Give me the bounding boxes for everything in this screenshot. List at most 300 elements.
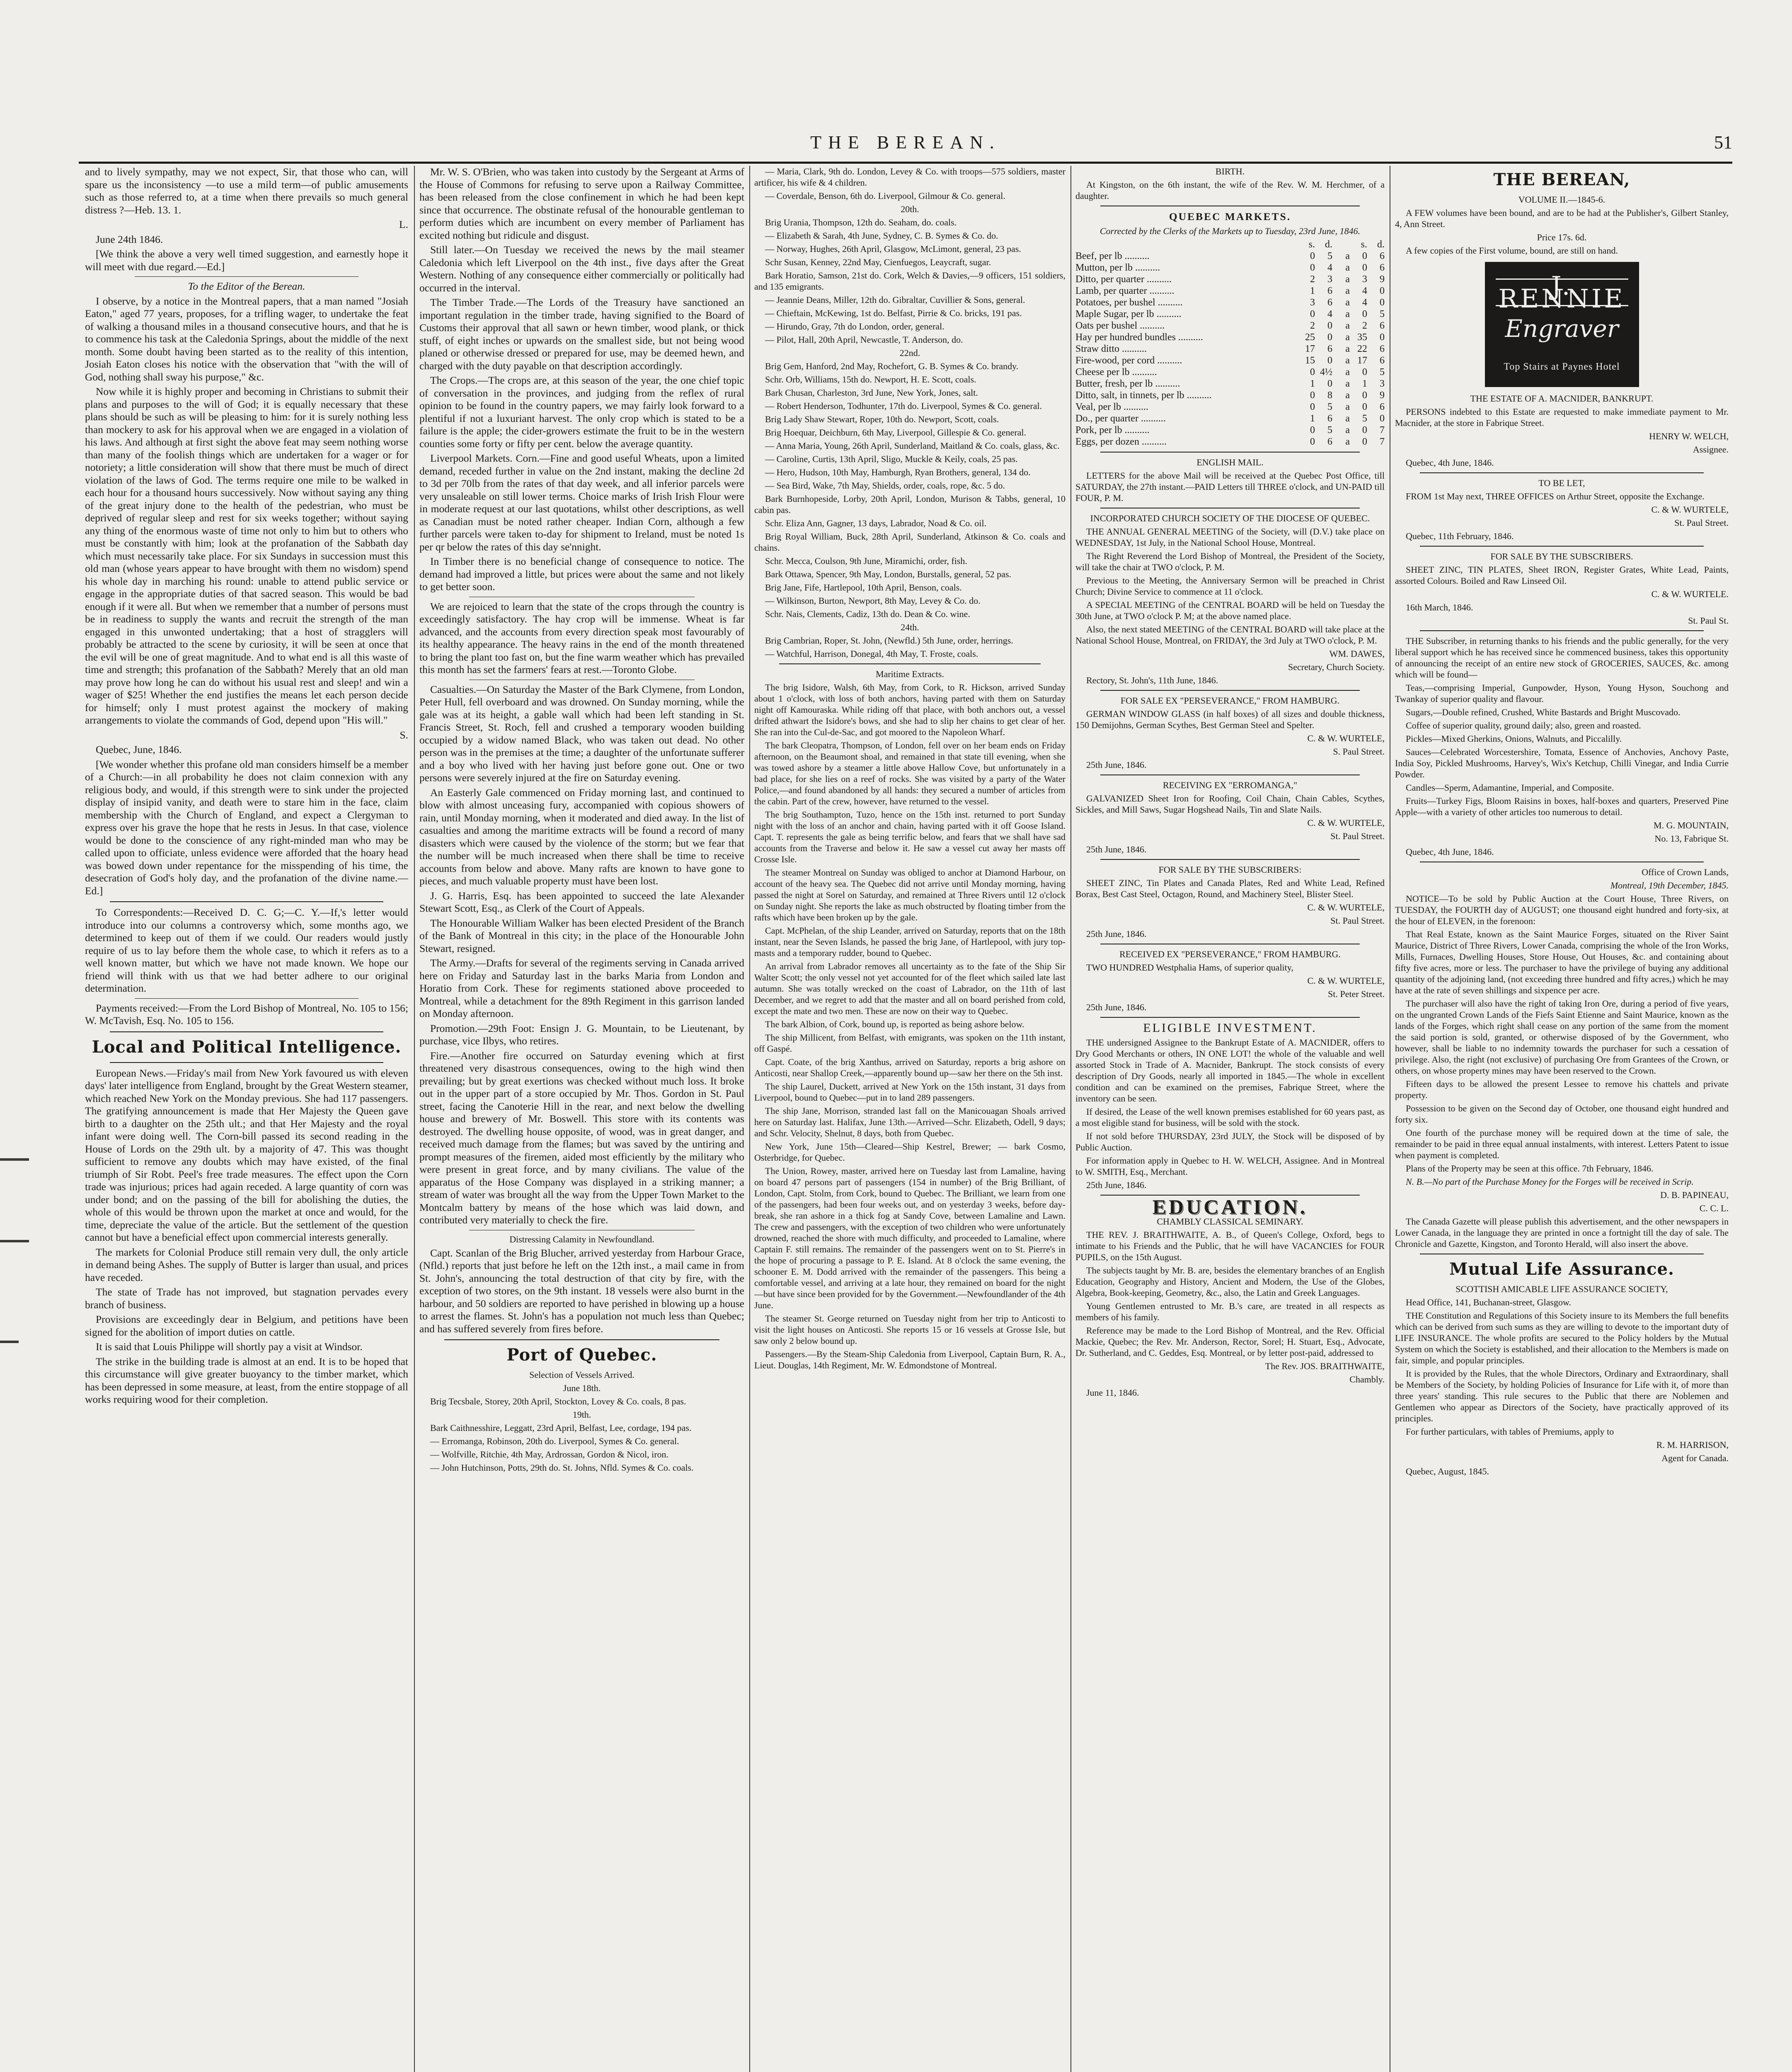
price-cell: 15: [1305, 355, 1315, 366]
price-cell: 0: [1327, 332, 1332, 343]
section-heading: QUEBEC MARKETS.: [1169, 211, 1291, 223]
engraver-signboard: [1485, 262, 1639, 387]
binding-mark: [0, 1240, 29, 1242]
paragraph: The subjects taught by Mr. B. are, besides the elementary branches of an English Education, Geography and History, Ancient and Modern, the Use of the Globes, Algebra, Book-keeping, Geometry, &c., also, the Latin and Greek Languages.: [1075, 1265, 1385, 1298]
price-cell: a: [1345, 274, 1350, 285]
table-header-cell: d.: [1325, 239, 1332, 250]
subheading: SCOTTISH AMICABLE LIFE ASSURANCE SOCIETY,: [1455, 1284, 1668, 1294]
commodity-cell: Oats per bushel ..........: [1075, 320, 1165, 331]
paragraph: Plans of the Property may be seen at this office. 7th February, 1846.: [1406, 1163, 1654, 1174]
vessel-entry: — Hirundo, Gray, 7th do London, order, general.: [765, 321, 944, 332]
vessel-entry: — Caroline, Curtis, 13th April, Sligo, Muckle & Keily, coals, 25 pas.: [765, 454, 1018, 464]
price-cell: a: [1345, 308, 1350, 320]
paragraph: The Union, Rowey, master, arrived here on Tuesday last from Lamaline, having on board 47 persons part of passengers (154 in number) of the Brig Brilliant, of London, Capt. Stolm, from Cork, bound to Quebec. The Brilliant, we learn from one of the passengers, had been four weeks out, and on yesterday 3 weeks, before day-break, she ran ashore in a thick fog at Sandy Cove, between Lamaline and Lawn. The crew and passengers, with the exception of two children who were unfortunately drowned, reached the shore with much difficulty, and proceeded to Lamaline, where Captain F. still remains. The remainder of the passengers went on to St. Pierre's in the hope of procuring a passage to P. E. Island. At 8 o'clock the same evening, the schooner E. M. Dodd arrived with the remainder of the passengers. This being a comfortable vessel, and arriving at a late hour, they remained on board for the night—but have since been provided for by the Government.—Newfoundlander of the 4th June.: [754, 1166, 1066, 1310]
date-line: 20th.: [901, 204, 919, 214]
price-cell: a: [1345, 332, 1350, 343]
price-cell: 7: [1380, 436, 1385, 447]
paragraph: Teas,—comprising Imperial, Gunpowder, Hyson, Young Hyson, Souchong and Twankay of superior quality and flavour.: [1395, 683, 1729, 704]
divider: [135, 276, 358, 277]
vessel-entry: Bark Horatio, Samson, 21st do. Cork, Welch & Davies,—9 officers, 151 soldiers, and 135 emigrants.: [754, 270, 1066, 292]
section-heading: Local and Political Intelligence.: [92, 1037, 402, 1057]
divider: [1420, 546, 1704, 547]
table-row: [1075, 436, 1385, 448]
price-cell: 1: [1310, 285, 1315, 296]
section-heading: Mutual Life Assurance.: [1449, 1259, 1674, 1279]
table-row: [1075, 262, 1385, 274]
vessel-entry: — Elizabeth & Sarah, 4th June, Sydney, C. B. Symes & Co. do.: [765, 230, 998, 241]
ad-signature: St. Paul Street.: [1330, 915, 1385, 926]
signature: Chambly.: [1349, 1374, 1385, 1385]
paragraph: Previous to the Meeting, the Anniversary Sermon will be preached in Christ Church; Divine Service to commence at 11 o'clock.: [1075, 575, 1385, 597]
paragraph: Also, the next stated MEETING of the CENTRAL BOARD will take place at the National School House, Montreal, on FRIDAY, the 3rd July at TWO o'clock, P. M.: [1075, 624, 1385, 646]
date-line: 24th.: [901, 622, 919, 632]
table-row: [1075, 378, 1385, 390]
price-cell: 0: [1362, 390, 1367, 401]
price-cell: 0: [1362, 401, 1367, 412]
table-row: [1075, 366, 1385, 378]
advertisement: [1075, 949, 1385, 1013]
table-row: [1075, 320, 1385, 332]
divider: [1420, 472, 1704, 473]
paragraph: Fruits—Turkey Figs, Bloom Raisins in boxes, half-boxes and quarters, Preserved Pine Apple—with a variety of other articles too numerous to detail.: [1395, 796, 1729, 817]
paragraph: SHEET ZINC, TIN PLATES, Sheet IRON, Register Grates, White Lead, Paints, assorted Colours. Boiled and Raw Linseed Oil.: [1395, 564, 1729, 586]
price-cell: 22: [1357, 343, 1367, 354]
price-cell: a: [1345, 285, 1350, 296]
column-4: [1075, 166, 1385, 2072]
masthead-title: THE BEREAN.: [810, 132, 1001, 152]
paragraph: Sauces—Celebrated Worcestershire, Tomata, Essence of Anchovies, Anchovy Paste, India Soy, Pickled Mushrooms, Harvey's, Wix's Ketchup, Chilli Vinegar, and India Currie Powder.: [1395, 747, 1729, 779]
paragraph: A few copies of the First volume, bound, are still on hand.: [1406, 245, 1618, 256]
price-cell: 5: [1380, 308, 1385, 320]
price-cell: 0: [1310, 308, 1315, 320]
price-cell: 6: [1380, 262, 1385, 273]
vessel-entry: — Wilkinson, Burton, Newport, 8th May, Levey & Co. do.: [765, 595, 981, 606]
price-cell: a: [1345, 320, 1350, 331]
signature: Assignee.: [1693, 444, 1729, 455]
price-cell: a: [1345, 424, 1350, 436]
price-cell: 9: [1380, 274, 1385, 285]
paragraph: For further particulars, with tables of Premiums, apply to: [1406, 1426, 1614, 1437]
paragraph: THE Constitution and Regulations of this Society insure to its Members the full benefits which can be derived from such sums as they are willing to devote to the important duty of LIFE INSURANCE. The whole profits are secured to the Policy holders by the Mutual System on which the Society is established, and their allocation to the Members is made on fair, simple, and popular principles.: [1395, 1310, 1729, 1365]
header-rule: [79, 162, 1732, 164]
vessel-entry: Schr. Orb, Williams, 15th do. Newport, H. E. Scott, coals.: [765, 374, 976, 385]
price-cell: a: [1345, 413, 1350, 424]
signature: St. Paul St.: [1688, 615, 1729, 626]
vessel-entry: Bark Burnhopeside, Lorby, 20th April, London, Murison & Tabbs, general, 10 cabin pas.: [754, 494, 1066, 515]
paragraph: Capt. Scanlan of the Brig Blucher, arrived yesterday from Harbour Grace, (Nfld.) reports that just before he left on the 12th inst., a mail came in from St. John's, announcing the total destruction of that city by fire, with the exception of two stores, on the 9th instant. 18 vessels were also burnt in the harbour, and 50 soldiers are reported to have perished in blowing up a house to arrest the flames. St. John's has a population not much less than Quebec; and has suffered severely from fires before.: [419, 1247, 744, 1335]
signature: C. C. L.: [1699, 1203, 1729, 1213]
subheading: Selection of Vessels Arrived.: [529, 1370, 634, 1380]
table-row: [1075, 285, 1385, 297]
price-cell: 0: [1310, 262, 1315, 273]
price-cell: a: [1345, 401, 1350, 412]
price-cell: 0: [1362, 308, 1367, 320]
table-row: [1075, 250, 1385, 262]
paragraph: European News.—Friday's mail from New York favoured us with eleven days' later intelligence from England, brought by the Great Western steamer, which reached New York on the Monday previous. She had 117 passengers. The gratifying announcement is made that Her Majesty the Queen gave birth to a daughter on the 25th ult.; and that Her Majesty and the royal infant were doing well. The Corn-bill passed its second reading in the House of Lords on the 29th ult. by a majority of 47. This was thought sufficient to remove any doubts which may have existed, of the final triumph of Sir Robt. Peel's free trade measures. The effect upon the Corn trade was injurious; prices had again receded. A large quantity of corn was under bond; and on the passing of the bill for abolishing the duties, the whole of this would be thrown upon the market at once and would, for the time, depreciate the value of the article. But the settlement of the question cannot but have a beneficial effect upon commercial interests generally.: [85, 1067, 408, 1243]
ad-date: 25th June, 1846.: [1086, 1002, 1147, 1012]
paragraph: Fifteen days to be allowed the present Lessee to remove his chattels and private property.: [1395, 1079, 1729, 1100]
dateline: Quebec, 11th February, 1846.: [1406, 531, 1514, 541]
office-line: Office of Crown Lands,: [1642, 867, 1729, 877]
paragraph: To Correspondents:—Received D. C. G;—C. Y.—If,'s letter would introduce into our columns a controversy which, some months ago, we determined to keep out of them if we could. Our readers would justly require of us to lay before them the whole case, to which it refers as to a well known matter, but which we have not made known. We hope our friend will think with us that we had better adhere to our original determination.: [85, 906, 408, 994]
page-number: 51: [1714, 132, 1732, 152]
paragraph: N. B.—No part of the Purchase Money for the Forges will be received in Scrip.: [1406, 1176, 1694, 1187]
dateline: Rectory, St. John's, 11th June, 1846.: [1086, 675, 1218, 685]
table-row: [1075, 401, 1385, 413]
paragraph: Possession to be given on the Second day of October, one thousand eight hundred and forty six.: [1395, 1103, 1729, 1125]
signature: HENRY W. WELCH,: [1649, 431, 1729, 441]
date-line: 22nd.: [899, 348, 920, 358]
signature: C. & W. WURTELE.: [1651, 589, 1729, 599]
section-heading: Distressing Calamity in Newfoundland.: [509, 1234, 654, 1244]
vessel-entry: Schr Susan, Kenney, 22nd May, Cienfuegos, Leaycraft, sugar.: [765, 257, 991, 267]
vessel-entry: — Maria, Clark, 9th do. London, Levey & Co. with troops—575 soldiers, master artificer, his wife & 4 children.: [754, 166, 1066, 188]
price-cell: a: [1345, 297, 1350, 308]
commodity-cell: Cheese per lb ..........: [1075, 366, 1157, 378]
vessel-entry: Schr. Nais, Clements, Cadiz, 13th do. Dean & Co. wine.: [765, 609, 970, 619]
sign-trade: Engraver: [1505, 315, 1619, 343]
dateline: Montreal, 19th December, 1845.: [1610, 880, 1729, 891]
paragraph: The bark Cleopatra, Thompson, of London, fell over on her beam ends on Friday afternoon, on the Beaumont shoal, and remained in that state till evening, when she was towed ashore by a steamer a little above Hallow Cove, but unfortunately in a bad place, for she lies on a reef of rocks. She was visited by a party of the Water Police,—and found abandoned by all hands: they secured a number of articles from the cabin. Part of the crew, however, have returned to the vessel.: [754, 740, 1066, 806]
price-cell: 6: [1380, 355, 1385, 366]
subheading: Corrected by the Clerks of the Markets up to Tuesday, 23rd June, 1846.: [1099, 225, 1361, 236]
paragraph: An Easterly Gale commenced on Friday morning last, and continued to blow with almost unceasing fury, accompanied with copious showers of rain, until Monday morning, when it moderated and died away. In the list of casualties and among the maritime extracts will be found a record of many disasters which were caused by the violence of the storm; but we fear that the number will be much increased when there shall be time to receive accounts from below and above. Many rafts are known to have gone to pieces, and much valuable property must have been lost.: [419, 786, 744, 887]
column-2: [419, 166, 744, 2072]
ad-title: RECEIVING EX "ERROMANGA,": [1162, 779, 1298, 790]
price-cell: a: [1345, 390, 1350, 401]
ad-signature: C. & W. WURTELE,: [1307, 975, 1385, 986]
signature: S.: [400, 729, 408, 741]
paragraph: The strike in the building trade is almost at an end. It is to be hoped that this circumstance will give greater buoyancy to the timber market, which has been depressed in some measure, at least, from the entire stoppage of all works requiring wood for their completion.: [85, 1355, 408, 1405]
ad-signature: St. Paul Street.: [1330, 830, 1385, 841]
paragraph: If desired, the Lease of the well known premises established for 60 years past, as a most eligible stand for business, will be sold with the stock.: [1075, 1106, 1385, 1128]
sign-address: Top Stairs at Paynes Hotel: [1504, 361, 1620, 372]
vessel-entry: Bark Chusan, Charleston, 3rd June, New York, Jones, salt.: [765, 387, 978, 398]
paragraph: Casualties.—On Saturday the Master of the Bark Clymene, from London, Peter Hull, fell overboard and was drowned. On Sunday morning, while the gale was at its height, a gable wall which had been left standing in St. Francis Street, St. Roch, fell and crushed a temporary wooden building occupied by a widow named Black, who was taken out dead. No other person was in the premises at the time; a daughter of the unfortunate sufferer and a boy who lived with her having just before gone out. One or two persons were severely injured at the fire on Saturday evening.: [419, 683, 744, 784]
price-cell: 4: [1327, 262, 1332, 273]
commodity-cell: Fire-wood, per cord ..........: [1075, 355, 1182, 366]
dateline: June 11, 1846.: [1086, 1387, 1139, 1398]
birth-notice: At Kingston, on the 6th instant, the wife of the Rev. W. M. Herchmer, of a daughter.: [1075, 179, 1385, 201]
price-cell: 5: [1362, 413, 1367, 424]
price-cell: 35: [1357, 332, 1367, 343]
section-heading: Maritime Extracts.: [876, 669, 944, 679]
vessel-entry: — Anna Maria, Young, 26th April, Sunderland, Maitland & Co. coals, glass, &c.: [765, 441, 1060, 451]
signature: Agent for Canada.: [1661, 1453, 1729, 1463]
price-cell: 2: [1310, 274, 1315, 285]
paragraph: The brig Isidore, Walsh, 6th May, from Cork, to R. Hickson, arrived Sunday about 1 o'clock, with loss of both anchors, having parted with them on Saturday night off Kamouraska. While riding off that place, with both anchors out, a vessel drifted athwart the Isidore's bows, and she had to slip her chains to get clear of her. She ran into the Cul-de-Sac, and got moored to the Napoleon Wharf.: [754, 682, 1066, 737]
price-cell: 4: [1362, 297, 1367, 308]
price-cell: 6: [1380, 250, 1385, 261]
price-cell: 6: [1380, 343, 1385, 354]
signature: D. B. PAPINEAU,: [1660, 1190, 1729, 1200]
column-1: [85, 166, 408, 2072]
commodity-cell: Hay per hundred bundles ..........: [1075, 332, 1203, 343]
subheading: CHAMBLY CLASSICAL SEMINARY.: [1157, 1216, 1303, 1227]
paragraph: We are rejoiced to learn that the state of the crops through the country is exceedingly satisfactory. The hay crop will be immense. Wheat is far advanced, and the accounts from every direction speak most favourably of its healthy appearance. The heavy rains in the end of the month threatened to bring the plant too fast on, but the fine warm weather which has prevailed this month has set the farmers' fears at rest.—Toronto Globe.: [419, 600, 744, 675]
price-cell: 0: [1380, 332, 1385, 343]
dateline: Quebec, 4th June, 1846.: [1406, 847, 1494, 857]
price-cell: 1: [1310, 378, 1315, 389]
vessel-entry: — Coverdale, Benson, 6th do. Liverpool, Gilmour & Co. general.: [765, 191, 1005, 201]
vessel-list: [754, 166, 1066, 659]
ad-body: GERMAN WINDOW GLASS (in half boxes) of all sizes and double thickness, 150 Demijohns, German Scythes, Best German Steel and Spelter.: [1075, 708, 1385, 730]
section-heading: ELIGIBLE INVESTMENT.: [1143, 1021, 1317, 1035]
section-heading: FOR SALE BY THE SUBSCRIBERS.: [1490, 551, 1633, 562]
price-cell: 5: [1327, 424, 1332, 436]
table-row: [1075, 390, 1385, 401]
commodity-cell: Pork, per lb ..........: [1075, 424, 1150, 436]
paragraph: Mr. W. S. O'Brien, who was taken into custody by the Sergeant at Arms of the House of Commons for refusing to serve upon a Railway Committee, has been released from the close confinement in which he had been kept since that occurrence. The obstinate refusal of the honourable gentleman to perform duties which are incumbent on every member of Parliament has excited nothing but ridicule and disgust.: [419, 166, 744, 241]
column-3: [754, 166, 1066, 2072]
paragraph: The ship Jane, Morrison, stranded last fall on the Manicouagan Shoals arrived here on Saturday last. Halifax, June 13th.—Arrived—Schr. Elizabeth, Odell, 9 days; and Schr. Velocity, Shelnut, 8 days, both from Quebec.: [754, 1106, 1066, 1138]
paragraph: In Timber there is no beneficial change of consequence to notice. The demand had improved a little, but prices were about the same and not likely to get better soon.: [419, 555, 744, 593]
vessel-entry: Bark Caithnesshire, Leggatt, 23rd April, Belfast, Lee, cordage, 194 pas.: [430, 1423, 692, 1433]
editor-note: [We wonder whether this profane old man considers himself be a member of a Church:—in all probability he does not claim connexion with any religious body, and would, if this strength were to sink under the projected display of insipid vanity, and death were to stare him in the face, claim membership with the Church of England, and expect a Clergyman to express over his grave the hope that he rests in Jesus. In that case, violence would be done to the conscience of any right-minded man who may be called upon to officiate, unless evidence were afforded that the hoary head was bowed down under repentance for the misspending of his time, the desecration of God's holy day, and the profanation of the divine name.—Ed.]: [85, 758, 408, 897]
vessel-entry: — Sea Bird, Wake, 7th May, Shields, order, coals, rope, &c. 5 do.: [765, 480, 1005, 491]
paragraph: The purchaser will also have the right of taking Iron Ore, during a period of five years, on the ungranted Crown Lands of the Fiefs Saint Etienne and Saint Maurice, known as the lands of the Forges, which right shall cease on any portion of the same from the moment the said portion is sold, granted, or otherwise disposed of by the Government, who however, shall be liable to no indemnity towards the purchaser for such a cessation of privilege. Also, the right (not exclusive) of purchasing Ore from Grantees of the Crown, or others, on whose property mines may have been reserved to the Crown.: [1395, 998, 1729, 1076]
table-row: [1075, 332, 1385, 343]
table-row: [1075, 424, 1385, 436]
price-cell: 0: [1362, 366, 1367, 378]
table-header-cell: s.: [1308, 239, 1315, 250]
paragraph: FROM 1st May next, THREE OFFICES on Arthur Street, opposite the Exchange.: [1406, 491, 1705, 501]
paragraph: The bark Albion, of Cork, bound up, is reported as being ashore below.: [765, 1019, 1024, 1029]
dateline: 16th March, 1846.: [1406, 602, 1473, 612]
dateline: 25th June, 1846.: [1086, 1180, 1147, 1190]
paragraph: LETTERS for the above Mail will be received at the Quebec Post Office, till SATURDAY, the 27th instant.—PAID Letters till THREE o'clock, and UN-PAID till FOUR, P. M.: [1075, 470, 1385, 503]
paragraph: Promotion.—29th Foot: Ensign J. G. Mountain, to be Lieutenant, by purchase, vice Ilbys, who retires.: [419, 1022, 744, 1047]
price-cell: 9: [1380, 390, 1385, 401]
vessel-entry: — Norway, Hughes, 26th April, Glasgow, McLimont, general, 23 pas.: [765, 244, 1021, 254]
divider: [1100, 452, 1360, 453]
paragraph: Pickles—Mixed Gherkins, Onions, Walnuts, and Piccalilly.: [1406, 733, 1622, 744]
signature: WM. DAWES,: [1329, 648, 1385, 659]
price: Price 17s. 6d.: [1537, 232, 1587, 242]
price-cell: 3: [1310, 297, 1315, 308]
paragraph: For information apply in Quebec to H. W. WELCH, Assignee. And in Montreal to W. SMITH, Esq., Merchant.: [1075, 1155, 1385, 1177]
price-cell: a: [1345, 355, 1350, 366]
paragraph: The Army.—Drafts for several of the regiments serving in Canada arrived here on Friday and Saturday last in the barks Maria from London and Horatio from Cork. These for regiments stationed above proceeded to Montreal, while a detachment for the 89th Regiment in this garrison landed on Monday afternoon.: [419, 957, 744, 1019]
price-cell: 0: [1380, 413, 1385, 424]
paragraph: The ship Millicent, from Belfast, with emigrants, was spoken on the 11th instant, off Gaspé.: [754, 1032, 1066, 1054]
paragraph: The markets for Colonial Produce still remain very dull, the only article in demand being Ashes. The supply of Butter is larger than usual, and prices have receded.: [85, 1246, 408, 1283]
paragraph: The Canada Gazette will please publish this advertisement, and the other newspapers in Lower Canada, in the language they are printed in once a fortnight till the day of sale. The Chronicle and Gazette, Kingston, and Toronto Herald, will also insert the above.: [1395, 1216, 1729, 1249]
paragraph: It is provided by the Rules, that the whole Directors, Ordinary and Extraordinary, shall be Members of the Society, by holding Policies of Insurance for Life with it, of more than three years' standing. This rule secures to the Public that there are Noblemen and Gentlemen who appear as Directors of the Society, have practically approved of its principles.: [1395, 1368, 1729, 1423]
commodity-cell: Ditto, per quarter ..........: [1075, 274, 1172, 285]
divider: [110, 1062, 383, 1063]
price-cell: 0: [1310, 366, 1315, 378]
price-cell: 0: [1362, 262, 1367, 273]
price-cell: 17: [1357, 355, 1367, 366]
paragraph: The steamer St. George returned on Tuesday night from her trip to Anticosti to visit the light houses on Anticosti. She reports 15 or 16 vessels at Grosse Isle, but saw only 2 below bound up.: [754, 1313, 1066, 1346]
dateline: Quebec, August, 1845.: [1406, 1466, 1489, 1477]
price-cell: 7: [1380, 424, 1385, 436]
vessel-entry: Schr. Eliza Ann, Gagner, 13 days, Labrador, Noad & Co. oil.: [765, 518, 987, 528]
commodity-cell: Veal, per lb ..........: [1075, 401, 1148, 412]
price-cell: a: [1345, 343, 1350, 354]
paragraph: If not sold before THURSDAY, 23rd JULY, the Stock will be disposed of by Public Auction.: [1075, 1131, 1385, 1152]
commodity-cell: Lamb, per quarter ..........: [1075, 285, 1174, 296]
ad-date: 25th June, 1846.: [1086, 759, 1147, 770]
vessel-entry: Brig Jane, Fife, Hartlepool, 10th April, Benson, coals.: [765, 582, 962, 593]
price-cell: 1: [1310, 413, 1315, 424]
ad-signature: C. & W. WURTELE,: [1307, 733, 1385, 743]
price-cell: 5: [1327, 401, 1332, 412]
price-cell: 6: [1327, 436, 1332, 447]
price-cell: 5: [1380, 366, 1385, 378]
ad-signature: C. & W. WURTELE,: [1307, 817, 1385, 828]
signature: L.: [399, 218, 408, 230]
paragraph: Sugars,—Double refined, Crushed, White Bastards and Bright Muscovado.: [1406, 707, 1681, 717]
ad-signature: S. Paul Street.: [1333, 746, 1385, 757]
advertisement: [1075, 695, 1385, 770]
vessel-entry: — Wolfville, Ritchie, 4th May, Ardrossan, Gordon & Nicol, iron.: [430, 1449, 669, 1460]
vessel-entry: — Robert Henderson, Todhunter, 17th do. Liverpool, Symes & Co. general.: [765, 401, 1042, 411]
commodity-cell: Butter, fresh, per lb ..........: [1075, 378, 1180, 389]
price-cell: 0: [1310, 401, 1315, 412]
ad-title: FOR SALE BY THE SUBSCRIBERS:: [1158, 864, 1302, 875]
table-header-cell: [1332, 239, 1350, 250]
binding-mark: [0, 1341, 19, 1343]
table-row: [1075, 308, 1385, 320]
paragraph: The Right Reverend the Lord Bishop of Montreal, the President of the Society, will take the chair at TWO o'clock, P. M.: [1075, 550, 1385, 572]
price-cell: 0: [1362, 424, 1367, 436]
price-cell: 0: [1310, 436, 1315, 447]
paragraph: Payments received:—From the Lord Bishop of Montreal, No. 105 to 156; W. McTavish, Esq. No. 105 to 156.: [85, 1002, 408, 1026]
price-cell: 0: [1327, 355, 1332, 366]
ad-date: 25th June, 1846.: [1086, 844, 1147, 854]
price-cell: 3: [1327, 274, 1332, 285]
price-cell: 1: [1362, 378, 1367, 389]
ad-signature: C. & W. WURTELE,: [1307, 902, 1385, 913]
paragraph: A SPECIAL MEETING of the CENTRAL BOARD will be held on Tuesday the 30th June, at TWO o'clock P. M; at the above named place.: [1075, 599, 1385, 621]
paragraph: New York, June 15th—Cleared—Ship Kestrel, Brewer; — bark Cosmo, Osterbridge, for Quebec.: [754, 1141, 1066, 1163]
price-cell: 6: [1380, 320, 1385, 331]
section-heading: Port of Quebec.: [506, 1345, 657, 1365]
paragraph: A FEW volumes have been bound, and are to be had at the Publisher's, Gilbert Stanley, 4, Ann Street.: [1395, 208, 1729, 229]
price-cell: 0: [1327, 378, 1332, 389]
column-rule: [1070, 166, 1071, 2072]
paragraph: An arrival from Labrador removes all uncertainty as to the fate of the Ship Sir Walter Scott; the only vessel not yet accounted for of the fleet which sailed late last autumn. She was totally wrecked on the coast of Labrador, on the 11th of last December, and we regret to add that the master and all on board perished from cold, except the mate and two men. These are now on their way to Quebec.: [754, 961, 1066, 1016]
vessel-entry: — Hero, Hudson, 10th May, Hamburgh, Ryan Brothers, general, 134 do.: [765, 467, 1031, 477]
price-cell: 0: [1362, 250, 1367, 261]
subheading: VOLUME II.—1845-6.: [1518, 194, 1606, 205]
section-heading: BIRTH.: [1215, 166, 1245, 177]
price-cell: a: [1345, 366, 1350, 378]
paragraph: NOTICE—To be sold by Public Auction at the Court House, Three Rivers, on TUESDAY, the FOURTH day of AUGUST; one thousand eight hundred and forty-six, at the hour of ELEVEN, in the forenoon:: [1395, 893, 1729, 926]
column-5: [1395, 166, 1729, 2072]
commodity-cell: Beef, per lb ..........: [1075, 250, 1150, 261]
dateline: Quebec, June, 1846.: [96, 743, 182, 755]
binding-mark: [0, 1158, 29, 1161]
divider: [110, 1031, 383, 1032]
price-cell: 0: [1310, 390, 1315, 401]
table-row: [1075, 343, 1385, 355]
section-heading: To the Editor of the Berean.: [188, 280, 305, 292]
sign-name: J. RENNIE: [1496, 278, 1628, 306]
ad-title: RECEIVED EX "PERSEVERANCE," FROM HAMBURG.: [1119, 949, 1341, 959]
commodity-cell: Ditto, salt, in tinnets, per lb ..........: [1075, 390, 1212, 401]
price-cell: a: [1345, 250, 1350, 261]
advertisement: [1075, 864, 1385, 939]
price-cell: a: [1345, 262, 1350, 273]
paragraph: THE REV. J. BRAITHWAITE, A. B., of Queen's College, Oxford, begs to intimate to his Friends and the Public, that he will have VACANCIES for FOUR PUPILS, on the 15th August.: [1075, 1229, 1385, 1262]
office-line: Head Office, 141, Buchanan-street, Glasgow.: [1406, 1297, 1571, 1307]
table-row: [1075, 274, 1385, 285]
price-cell: 6: [1327, 343, 1332, 354]
commodity-cell: Mutton, per lb ..........: [1075, 262, 1160, 273]
vessel-entry: — Erromanga, Robinson, 20th do. Liverpool, Symes & Co. general.: [430, 1436, 679, 1446]
divider: [110, 901, 383, 902]
advertisement: [1075, 779, 1385, 855]
paragraph: THE Subscriber, in returning thanks to his friends and the public generally, for the very liberal support which he has received since he commenced business, takes this opportunity of announcing the receipt of an entire new stock of GROCERIES, SAUCES, &c. among which will be found—: [1395, 636, 1729, 680]
price-cell: 3: [1362, 274, 1367, 285]
section-heading: ENGLISH MAIL.: [1196, 457, 1264, 467]
signature: No. 13, Fabrique St.: [1654, 833, 1729, 844]
vessel-entry: — Watchful, Harrison, Donegal, 4th May, T. Froste, coals.: [765, 649, 978, 659]
vessel-entry: — Jeannie Deans, Miller, 12th do. Gibraltar, Cuvillier & Sons, general.: [765, 295, 1025, 305]
price-cell: 0: [1362, 436, 1367, 447]
price-cell: 6: [1327, 285, 1332, 296]
markets-table: [1075, 239, 1385, 448]
date-line: June 18th.: [563, 1383, 601, 1393]
paragraph: The steamer Montreal on Sunday was obliged to anchor at Diamond Harbour, on account of the heavy sea. The Quebec did not arrive until Monday morning, having passed the night at Sorel on Saturday, and remained at Three Rivers until 12 o'clock on Sunday night. She reports the lake as much obstructed by floating timber from the rafts which have been broken up by the gale.: [754, 867, 1066, 922]
paragraph: J. G. Harris, Esq. has been appointed to succeed the late Alexander Stewart Scott, Esq., as Clerk of the Court of Appeals.: [419, 889, 744, 914]
table-header-cell: s.: [1361, 239, 1367, 250]
commodity-cell: Potatoes, per bushel ..........: [1075, 297, 1183, 308]
table-row: [1075, 355, 1385, 366]
paragraph: and to lively sympathy, may we not expect, Sir, that those who can, will spare us the inconsistency —to use a mild term—of public amusements such as those referred to, at a time when there prevails so much general distress ?—Heb. 13. 1.: [85, 166, 408, 216]
price-cell: 6: [1380, 401, 1385, 412]
price-cell: a: [1345, 378, 1350, 389]
table-header-cell: [1075, 239, 1298, 250]
paragraph: It is said that Louis Philippe will shortly pay a visit at Windsor.: [96, 1341, 363, 1353]
price-cell: 4: [1362, 285, 1367, 296]
paragraph: Passengers.—By the Steam-Ship Caledonia from Liverpool, Captain Burn, R. A., Lieut. Douglas, 14th Regiment, Mr. W. Edmondstone of Montreal.: [754, 1349, 1066, 1370]
section-heading: TO BE LET,: [1538, 478, 1585, 488]
vessel-entry: — Chieftain, McKewing, 1st do. Belfast, Pirrie & Co. bricks, 191 pas.: [765, 308, 1022, 318]
paragraph: Capt. McPhelan, of the ship Leander, arrived on Saturday, reports that on the 18th instant, near the Seven Islands, he passed the brig Jane, of Hartlepool, with jury top-masts and a temporary rudder, bound to Quebec.: [754, 925, 1066, 958]
ad-body: TWO HUNDRED Westphalia Hams, of superior quality,: [1086, 962, 1293, 973]
divider: [135, 998, 358, 999]
price-cell: 0: [1310, 250, 1315, 261]
divider: [779, 663, 1041, 664]
page-header: [79, 132, 1732, 161]
commodity-cell: Maple Sugar, per lb ..........: [1075, 308, 1182, 320]
paragraph: Still later.—On Tuesday we received the news by the mail steamer Caledonia which left Liverpool on the 4th inst., five days after the Great Western. Nothing of any consequence either commercially or politically had occurred in the interval.: [419, 244, 744, 294]
commodity-cell: Straw ditto ..........: [1075, 343, 1147, 354]
ad-title: FOR SALE EX "PERSEVERANCE," FROM HAMBURG.: [1120, 695, 1340, 706]
vessel-entry: Brig Urania, Thompson, 12th do. Seaham, do. coals.: [765, 217, 957, 228]
ad-body: SHEET ZINC, Tin Plates and Canada Plates, Red and White Lead, Refined Borax, Best Cast Steel, Octagon, Round, and Machinery Steel, Blister Steel.: [1075, 877, 1385, 899]
paragraph: Reference may be made to the Lord Bishop of Montreal, and the Rev. Official Mackie, Quebec; the Rev. Mr. Anderson, Rector, Sorel; H. Stuart, Esq., Advocate, Dr. Sutherland, and C. Geddes, Esq. Montreal, or by letter post-paid, addressed to: [1075, 1325, 1385, 1358]
table-header-row: [1075, 239, 1385, 250]
signature: The Rev. JOS. BRAITHWAITE,: [1265, 1360, 1385, 1371]
signature: Secretary, Church Society.: [1288, 661, 1385, 672]
ad-date: 25th June, 1846.: [1086, 928, 1147, 939]
paragraph: Coffee of superior quality, ground daily; also, green and roasted.: [1406, 720, 1641, 731]
column-rule: [414, 166, 415, 2072]
paragraph: The Crops.—The crops are, at this season of the year, the one chief topic of conversation in the provinces, and judging from the reflex of rural opinion to be found in the country papers, we may fairly look forward to a plentiful if not a luxuriant harvest. The only crop which is stated to be a failure is the apple; the cider-growers estimate the fruit to be in the western counties some forty or fifty per cent. below the average quantity.: [419, 374, 744, 450]
section-heading: EDUCATION.: [1152, 1195, 1308, 1218]
table-row: [1075, 297, 1385, 308]
paragraph: I observe, by a notice in the Montreal papers, that a man named "Josiah Eaton," aged 77 years, proposes, for a trifling wager, to undertake the feat of walking a thousand miles in a thousand consecutive hours, and that he is to commence his task at the Caledonia Springs, about the middle of the next month. Some doubt having been started as to the reality of this intention, Josiah Eaton closes his notice with the observation that "with the will of God, nothing shall sway his purpose," &c.: [85, 295, 408, 383]
price-cell: 6: [1327, 413, 1332, 424]
table-row: [1075, 413, 1385, 424]
paragraph: Now while it is highly proper and becoming in Christians to submit their plans and purposes to the will of God; it is equally necessary that these plans should be such as will be pleasing to him: for it is surely nothing less than mockery to ask for his approval when we are engaged in a violation of his laws. And although at first sight the above feat may seem nothing worse than many of the foolish things which are undertaken for a wager or for notoriety; a little consideration will show that there must be much of direct violation of the laws of God. The terms require one mile to be walked in each hour for a thousand hours successively. Now without saying any thing of the great injury done to the health of the pedestrian, who must be deprived of regular sleep and rest for six weeks together; without saying any thing of the enormous waste of time not only to him but to others who must be constantly with him; look at the profanation of the Sabbath day which must necessarily take place. For six Sundays in succession must this old man (whose years appear to have brought with them no wisdom) spend his whole day in marching his round: unable to attend public service or engage in the appropriate duties of that sacred season. This would be bad enough if it were all. But when we remember that a number of persons must be in readiness to supply the wants and recruit the strength of the man engaged in this unwonted undertaking; that a host of stragglers will probably be attracted to the scene by curiosity, it will be seen at once that the evil will be one of great magnitude. And to what end is all this waste of time and strength; this profanation of the Sabbath? Merely that an old man may prove how long he can do without his usual rest and sleep! and win a wager of $25! Whether the end justifies the means let each person decide for himself; only I must protest against the mockery of making arrangements to violate the commands of God, depend upon "His will.": [85, 385, 408, 726]
paragraph: The Honourable William Walker has been elected President of the Branch of the Bank of Montreal in this city; in the place of the Honourable John Stewart, resigned.: [419, 917, 744, 954]
